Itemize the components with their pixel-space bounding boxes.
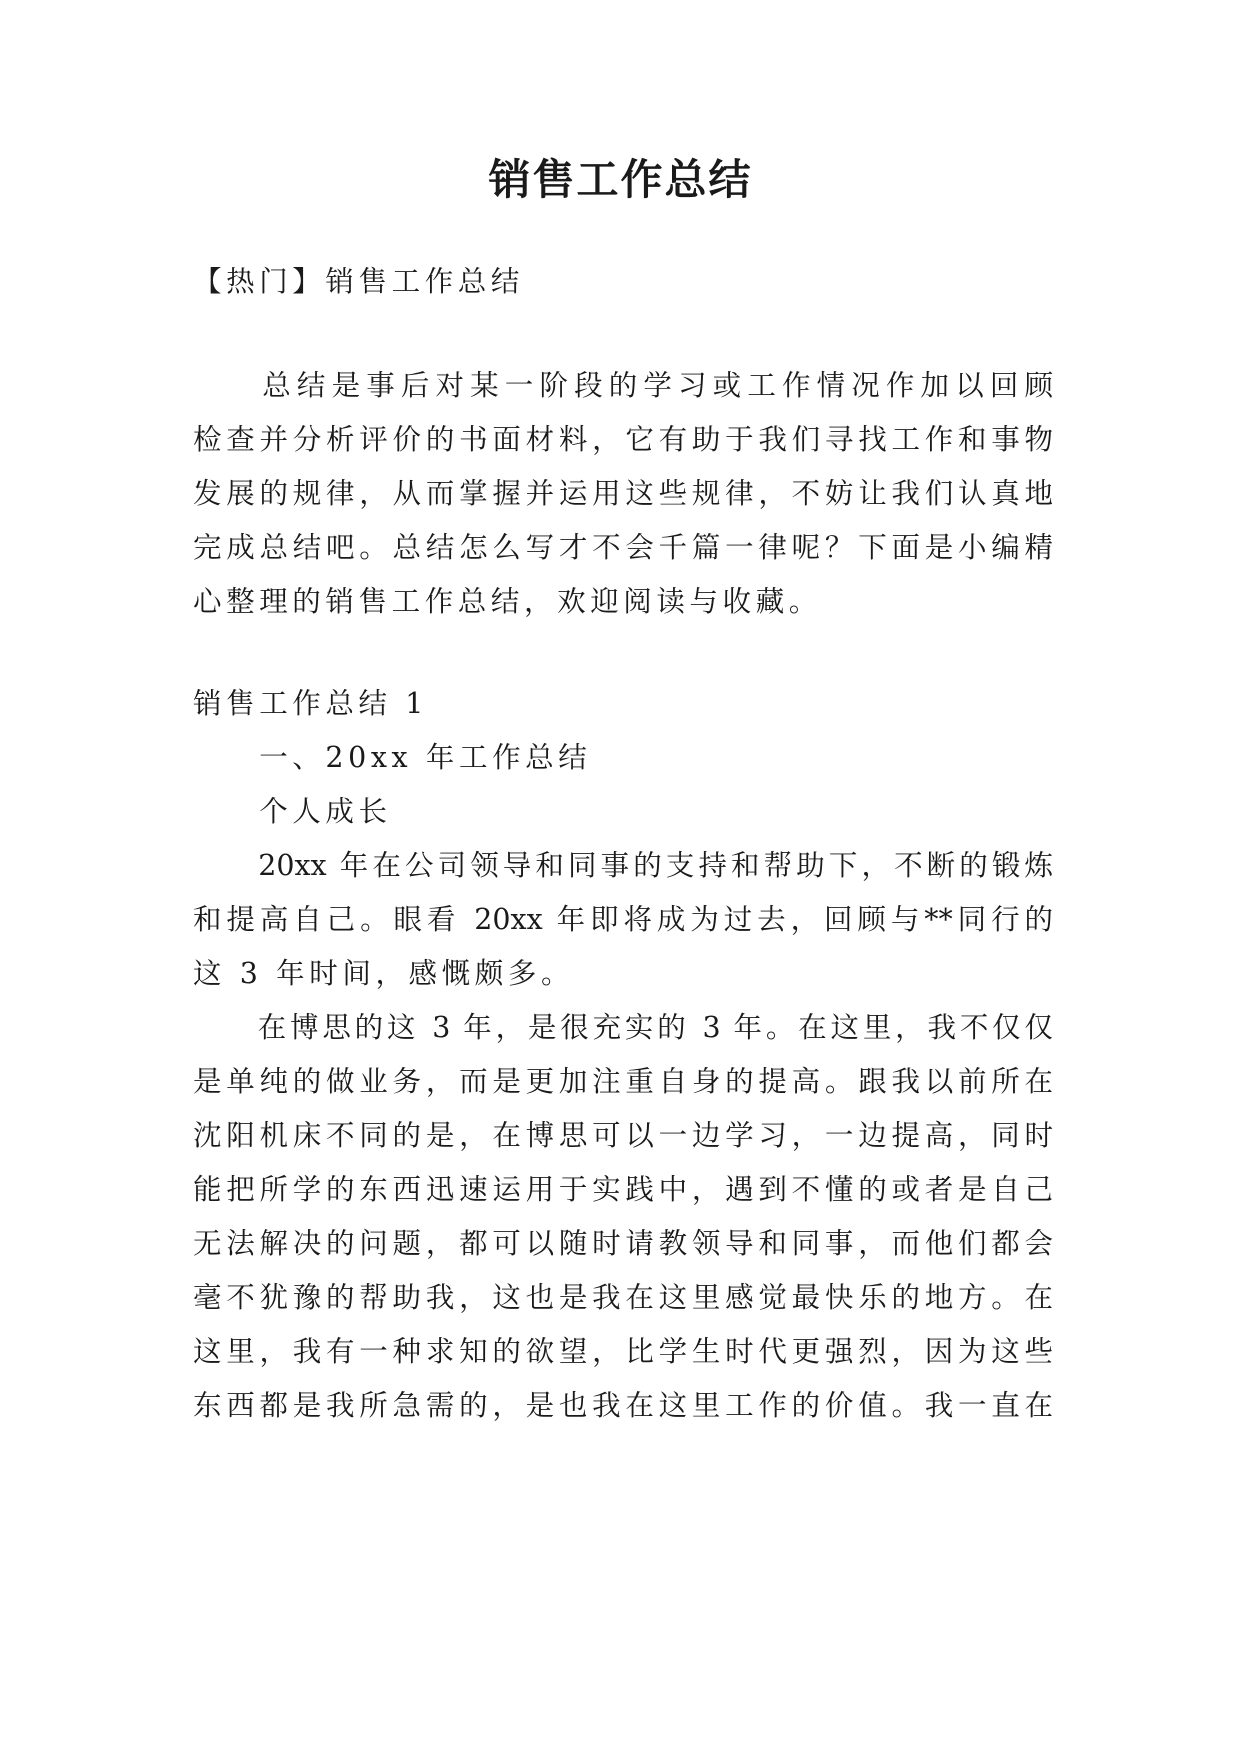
body-line: 和提高自己。眼看 20xx 年即将成为过去，回顾与**同行的 xyxy=(193,903,1053,936)
body-line: 毫不犹豫的帮助我，这也是我在这里感觉最快乐的地方。在 xyxy=(193,1281,1053,1314)
intro-line: 发展的规律，从而掌握并运用这些规律，不妨让我们认真地 xyxy=(193,477,1053,510)
document-title: 销售工作总结 xyxy=(488,155,753,204)
body-line: 能把所学的东西迅速运用于实践中，遇到不懂的或者是自己 xyxy=(193,1173,1053,1206)
body-line: 在博思的这 3 年，是很充实的 3 年。在这里，我不仅仅 xyxy=(193,1011,1053,1044)
body-line: 这里，我有一种求知的欲望，比学生时代更强烈，因为这些 xyxy=(193,1335,1053,1368)
section-heading: 销售工作总结 1 xyxy=(193,687,428,720)
body-line: 是单纯的做业务，而是更加注重自身的提高。跟我以前所在 xyxy=(193,1065,1053,1098)
body-line: 东西都是我所急需的，是也我在这里工作的价值。我一直在 xyxy=(193,1389,1053,1422)
hot-heading: 【热门】销售工作总结 xyxy=(193,265,525,298)
body-line: 无法解决的问题，都可以随时请教领导和同事，而他们都会 xyxy=(193,1227,1053,1260)
intro-line: 检查并分析评价的书面材料，它有助于我们寻找工作和事物 xyxy=(193,423,1053,456)
intro-line: 完成总结吧。总结怎么写才不会千篇一律呢？下面是小编精 xyxy=(193,531,1053,564)
subsection-heading: 个人成长 xyxy=(193,795,392,828)
body-line: 20xx 年在公司领导和同事的支持和帮助下，不断的锻炼 xyxy=(193,849,1053,882)
subsection-heading: 一、20xx 年工作总结 xyxy=(193,741,592,774)
body-line: 这 3 年时间，感慨颇多。 xyxy=(193,957,575,990)
body-line: 沈阳机床不同的是，在博思可以一边学习，一边提高，同时 xyxy=(193,1119,1053,1152)
intro-line: 心整理的销售工作总结，欢迎阅读与收藏。 xyxy=(193,585,822,618)
intro-line: 总结是事后对某一阶段的学习或工作情况作加以回顾 xyxy=(193,369,1053,402)
